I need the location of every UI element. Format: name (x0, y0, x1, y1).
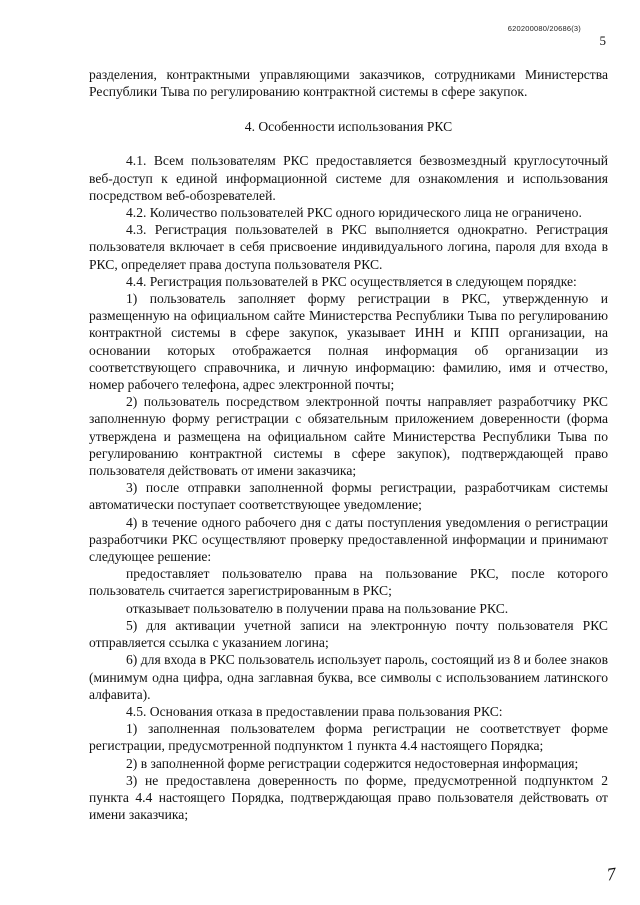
list-item-4-5-3: 3) не предоставлена доверенность по форме, предусмотренной подпунктом 2 пункта 4.4 настоящего Порядка, подтверждающая право пользователя действовать от имени заказчика; (89, 772, 608, 823)
page-number: 5 (599, 33, 606, 48)
document-body (89, 66, 608, 823)
paragraph-continuation: разделения, контрактными управляющими заказчиков, сотрудниками Министерства Республики Тыва по регулированию контрактной системы в сфере закупок. (89, 67, 608, 100)
handwritten-page-mark: 7 (605, 863, 618, 885)
list-item-4-4-1: 1) пользователь заполняет форму регистрации в РКС, утвержденную и размещенную на официальном сайте Министерства Республики Тыва по регулированию контрактной системы в сфере закупок, указывает ИНН и КПП организации, на основании которых отображается полная информация об организации из соответствующего справочника, и личную информацию: фамилию, имя и отчество, номер рабочего телефона, адрес электронной почты; (89, 291, 608, 393)
decision-option-grant: предоставляет пользователю права на пользование РКС, после которого пользователь считается зарегистрированным в РКС; (89, 566, 608, 599)
list-item-4-5-1: 1) заполненная пользователем форма регистрации не соответствует форме регистрации, предусмотренной подпунктом 1 пункта 4.4 настоящего Порядка; (89, 721, 608, 754)
list-item-4-5-2: 2) в заполненной форме регистрации содержится недостоверная информация; (126, 755, 579, 771)
decision-option-refuse: отказывает пользователю в получении права на пользование РКС. (126, 600, 509, 616)
list-item-4-4-5: 5) для активации учетной записи на электронную почту пользователя РКС отправляется ссылка с указанием логина; (89, 617, 608, 651)
section-heading: 4. Особенности использования РКС (244, 119, 453, 135)
paragraph-4-1: 4.1. Всем пользователям РКС предоставляется безвозмездный круглосуточный веб-доступ к единой информационной системе для ознакомления и использования посредством веб-обозревателей. (89, 153, 608, 203)
list-item-4-4-2: 2) пользователь посредством электронной почты направляет разработчику РКС заполненную форму регистрации с обязательным приложением доверенности (форма утверждена и размещена на официальном сайте Министерства Республики Тыва по регулированию контрактной системы в сфере закупок), подтверждающей право пользователя действовать от имени заказчика; (89, 394, 608, 479)
paragraph-4-2: 4.2. Количество пользователей РКС одного юридического лица не ограничено. (126, 205, 582, 221)
list-item-4-4-4: 4) в течение одного рабочего дня с даты поступления уведомления о регистрации разработчики РКС осуществляют проверку предоставленной информации и принимают следующее решение: (89, 514, 608, 565)
paragraph-4-4: 4.4. Регистрация пользователей в РКС осуществляется в следующем порядке: (126, 273, 577, 289)
list-item-4-4-3: 3) после отправки заполненной формы регистрации, разработчикам системы автоматически поступает соответствующее уведомление; (89, 480, 608, 513)
paragraph-4-5: 4.5. Основания отказа в предоставлении права пользования РКС: (126, 703, 503, 719)
list-item-4-4-6: 6) для входа в РКС пользователь использует пароль, состоящий из 8 и более знаков (минимум одна цифра, одна заглавная буква, все символы с использованием латинского алфавита). (89, 652, 608, 702)
document-code: 620200080/20686(3) (507, 24, 581, 33)
paragraph-4-3: 4.3. Регистрация пользователей в РКС выполняется однократно. Регистрация пользователя включает в себя присвоение индивидуального логина, пароля для входа в РКС, определяет права доступа пользователя РКС. (89, 222, 608, 272)
